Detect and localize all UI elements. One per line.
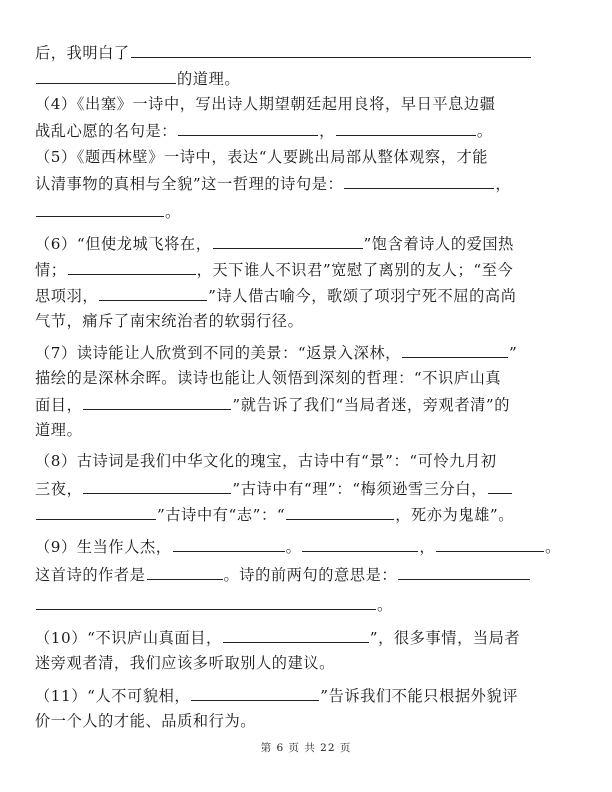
answer-blank[interactable] xyxy=(398,562,530,580)
answer-blank[interactable] xyxy=(68,257,196,275)
answer-blank[interactable] xyxy=(83,476,231,494)
text-line-q3-cont xyxy=(35,66,577,90)
text-line-q9 xyxy=(35,562,577,586)
question-text: ”，很多事情，当局者 xyxy=(369,629,521,647)
text-line-q8 xyxy=(35,449,577,473)
question-text: 描绘的是深林余晖。读诗也能让人领悟到深刻的哲理：“不识庐山真 xyxy=(35,369,502,387)
text-line-q6 xyxy=(35,283,577,307)
answer-blank[interactable] xyxy=(223,625,369,643)
answer-blank[interactable] xyxy=(488,476,512,494)
question-text: 。 xyxy=(165,203,181,221)
question-text: 迷旁观者清，我们应该多听取别人的建议。 xyxy=(35,654,335,672)
question-text: （8）古诗词是我们中华文化的瑰宝，古诗中有“景”：“可怜九月初 xyxy=(35,452,497,470)
text-line-q5 xyxy=(35,145,577,169)
text-line-q3-cont xyxy=(35,40,577,64)
text-line-q4 xyxy=(35,118,577,142)
question-text: ，死亦为鬼雄”。 xyxy=(395,506,515,524)
question-text: 认清事物的真相与全貌”这一哲理的诗句是： xyxy=(35,175,344,193)
question-text: 。 xyxy=(545,538,561,556)
answer-blank[interactable] xyxy=(302,534,418,552)
answer-blank[interactable] xyxy=(36,199,164,217)
question-text: 战乱心愿的名句是： xyxy=(35,122,178,140)
text-line-q5 xyxy=(35,171,577,195)
question-text: 气节，痛斥了南宋统治者的软弱行径。 xyxy=(35,312,304,330)
question-text: ”古诗中有“志”：“ xyxy=(157,506,286,524)
text-line-q11 xyxy=(35,683,577,707)
question-text: 思项羽， xyxy=(35,287,99,305)
answer-blank[interactable] xyxy=(131,40,531,58)
answer-blank[interactable] xyxy=(436,534,544,552)
question-text: 的道理。 xyxy=(177,70,241,88)
question-text: 。 xyxy=(476,122,493,140)
answer-blank[interactable] xyxy=(286,502,394,520)
question-text: 面目， xyxy=(35,396,83,414)
answer-blank[interactable] xyxy=(36,592,376,610)
question-text: 。 xyxy=(377,596,393,614)
text-line-q7 xyxy=(35,392,577,416)
answer-blank[interactable] xyxy=(191,683,319,701)
answer-blank[interactable] xyxy=(402,340,508,358)
text-line-q8 xyxy=(35,476,577,500)
question-text: 三夜， xyxy=(35,480,83,498)
answer-blank[interactable] xyxy=(178,118,318,136)
text-line-q11 xyxy=(35,709,577,733)
question-text: ”诗人借古喻今，歌颂了项羽宁死不屈的高尚 xyxy=(208,287,517,305)
text-line-q7 xyxy=(35,418,577,442)
text-line-q8 xyxy=(35,502,577,526)
question-text: ，天下谁人不识君”宽慰了离别的友人；“至今 xyxy=(196,261,514,279)
page-footer: 第 6 页 共 22 页 xyxy=(260,742,352,754)
text-line-q9 xyxy=(35,534,577,558)
answer-blank[interactable] xyxy=(99,283,207,301)
answer-blank[interactable] xyxy=(36,66,176,84)
answer-blank[interactable] xyxy=(336,118,476,136)
question-text: ， xyxy=(319,122,335,140)
text-line-q9 xyxy=(35,592,577,616)
text-line-q6 xyxy=(35,309,577,333)
question-text: 后，我明白了 xyxy=(35,44,130,62)
question-text: （10）“不识庐山真面目， xyxy=(35,629,222,647)
question-text: （7）读诗能让人欣赏到不同的美景：“返景入深林， xyxy=(35,344,401,362)
question-text: 价一个人的才能、品质和行为。 xyxy=(35,712,257,730)
question-text: ”饱含着诗人的爱国热 xyxy=(363,235,514,253)
question-text: 情； xyxy=(35,261,67,279)
text-line-q4 xyxy=(35,92,577,116)
question-text: （6）“但使龙城飞将在， xyxy=(35,235,212,253)
text-line-q6 xyxy=(35,231,577,255)
question-text: ” xyxy=(508,344,518,362)
answer-blank[interactable] xyxy=(173,534,285,552)
question-text: ”告诉我们不能只根据外貌评 xyxy=(320,687,519,705)
text-line-q10 xyxy=(35,651,577,675)
answer-blank[interactable] xyxy=(213,231,363,249)
text-line-q5 xyxy=(35,199,577,223)
question-text: （9）生当作人杰， xyxy=(35,538,172,556)
question-text: ”古诗中有“理”：“梅须逊雪三分白， xyxy=(232,480,487,498)
question-text: （11）“人不可貌相， xyxy=(35,687,191,705)
question-text: 道理。 xyxy=(35,421,83,439)
answer-blank[interactable] xyxy=(147,562,223,580)
answer-blank[interactable] xyxy=(83,392,231,410)
answer-blank[interactable] xyxy=(344,171,494,189)
question-text: ”就告诉了我们“当局者迷，旁观者清”的 xyxy=(232,396,511,414)
text-line-q7 xyxy=(35,366,577,390)
question-text: 。 xyxy=(285,538,302,556)
question-text: （5）《题西林壁》一诗中，表达“人要跳出局部从整体观察，才能 xyxy=(35,148,489,166)
question-text: ， xyxy=(495,175,512,193)
text-line-q10 xyxy=(35,625,577,649)
question-text: 这首诗的作者是 xyxy=(35,566,146,584)
question-text: 。诗的前两句的意思是： xyxy=(223,566,398,584)
text-line-q6 xyxy=(35,257,577,281)
answer-blank[interactable] xyxy=(36,502,156,520)
question-text: ， xyxy=(419,538,436,556)
text-line-q7 xyxy=(35,340,577,364)
question-text: （4）《出塞》一诗中，写出诗人期望朝廷起用良将，早日平息边疆 xyxy=(35,95,496,113)
